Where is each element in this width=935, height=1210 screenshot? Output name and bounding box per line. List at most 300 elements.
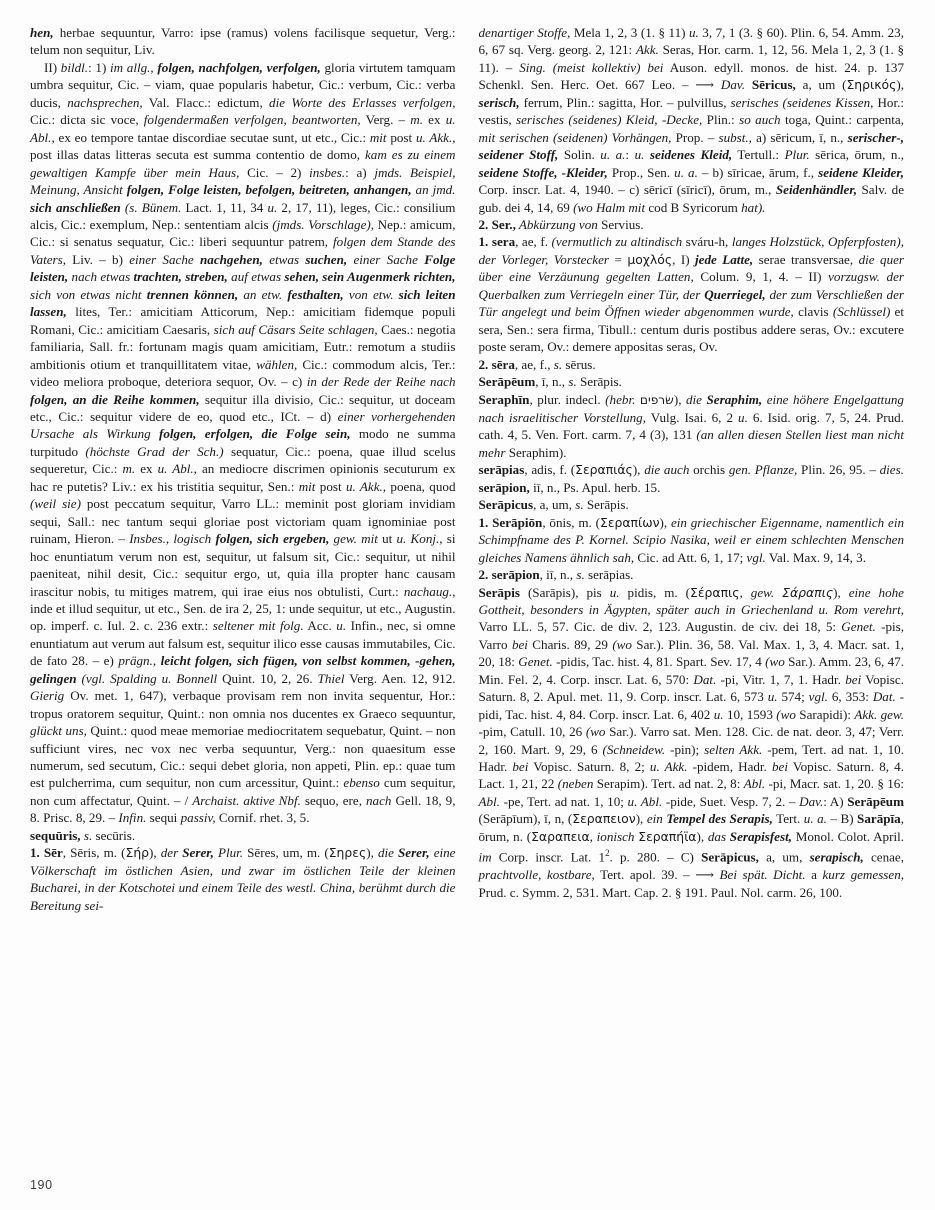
text-run: Seidenhändler, <box>775 182 858 198</box>
text-run: u. <box>267 199 278 215</box>
text-run: Tert. <box>772 811 804 827</box>
text-run: 2. Ser., <box>478 216 516 232</box>
text-run: eine höhere Engelgattung nach israelitischer Vorstellung, <box>478 391 904 425</box>
text-run: an etw. <box>238 286 288 302</box>
text-run: (hebr. <box>605 391 640 407</box>
text-run: Dav. <box>720 77 745 93</box>
text-run: serisch, <box>478 94 520 110</box>
text-run: seidene Stoffe, -Kleider, <box>478 164 608 180</box>
text-run: u. Akk. <box>649 759 688 775</box>
text-run: Σεραπήϊα <box>638 828 697 844</box>
text-run: folgendermaßen verfolgen, beantworten, <box>143 112 361 128</box>
text-run: prägn., <box>118 653 161 669</box>
text-run: Σηρικός <box>846 77 897 93</box>
text-run: im <box>478 849 492 865</box>
text-run: u. Akk., <box>415 129 456 145</box>
text-run: serāpias <box>478 462 525 478</box>
text-run: Prop. – <box>671 129 719 145</box>
text-run: Verg. – <box>360 112 411 128</box>
text-run: : 1) <box>88 59 110 75</box>
text-run: Serāpis. <box>576 374 622 390</box>
entry-1-ser-continuation <box>479 24 905 216</box>
text-run: nach etwas <box>68 269 134 285</box>
text-run: serāpion, <box>478 479 530 495</box>
text-run: nachaug., <box>403 583 456 599</box>
text-run: Quint.: quod meae memoriae mediocritatem sequebatur, Quint. – non sufficiunt vires, nec vox nec verba sequuntur, Verg.: non quaesitum esse numerum, sed secutum, Cic.: sequi debet gloria, non appeti, Plin. ep.: quae tum est pulcherrima, cum sequitur, non cum arcessitur, Quint.: <box>30 723 456 791</box>
text-run: sváru-h, <box>682 234 732 250</box>
text-run: , <box>739 584 751 600</box>
text-run: Seraphim, <box>706 391 763 407</box>
text-run: u. <box>634 147 645 163</box>
text-run: u. Abl., <box>157 461 197 477</box>
text-run: an mediocre discrimen opinionis secuturum ex hac re putetis? Liv.: ex his tristitia sequitur, Sen.: <box>30 461 456 494</box>
text-run: 2. serāpion <box>478 567 540 583</box>
text-run: Sing. (meist kollektiv) bei <box>519 59 664 75</box>
text-run: Genet. <box>841 619 876 635</box>
text-run: nachgehen, <box>199 251 263 267</box>
text-run: folgen, sich ergeben, <box>215 531 330 547</box>
text-run: Lact. 1, 11, 34 <box>181 199 268 215</box>
text-run: kurz gemessen, <box>822 867 905 883</box>
text-run: mit <box>298 478 316 494</box>
text-run: jede Latte, <box>695 251 754 267</box>
text-run: gew. mit <box>329 531 378 547</box>
text-run: serisches (seidenes) Kleid, -Decke, <box>516 112 703 128</box>
text-run: selten Akk. <box>704 741 763 757</box>
text-run: Plur. <box>784 147 810 163</box>
text-run: (Schneidew. <box>602 741 666 757</box>
text-run: ), <box>659 514 671 530</box>
text-run: Infin. <box>118 810 147 826</box>
text-run: : a) <box>345 164 375 180</box>
text-run: Val. Flacc.: edictum, <box>142 94 270 110</box>
text-run: der zum Verschließen der Tür angelegt und beim Öffnen wieder abgenommen wurde, <box>478 286 904 320</box>
text-run: Akk. gew. <box>854 706 904 722</box>
text-run: m. <box>122 461 136 477</box>
text-run: Abl. <box>478 793 500 809</box>
text-run: sich anschließen <box>30 199 121 215</box>
text-run: seidenes Kleid, <box>644 147 733 163</box>
text-run: . p. 280. – C) <box>609 849 702 865</box>
text-run: Nep.: amicum, Cic.: si senatus sequatur, Cic.: liberi sequuntur patrem, <box>30 216 456 250</box>
text-run: (an allen diesen Stellen liest man nicht mehr <box>478 427 904 460</box>
text-run: s. <box>568 374 577 390</box>
text-run: folgen, erfolgen, die Folge sein, <box>159 426 351 442</box>
text-run: ex <box>135 461 158 477</box>
text-run: glückt uns, <box>30 723 87 739</box>
text-run: -pin); <box>665 741 705 757</box>
text-run: -pidis, Tac. hist. 4, 81. Spart. Sev. 17, 4 <box>552 654 766 670</box>
text-run: , <box>589 828 597 844</box>
text-run: Mela 1, 2, 3 (1. § 11) <box>570 25 689 40</box>
text-run: Liv. – b) <box>66 251 130 267</box>
text-run: Solin. <box>558 147 601 163</box>
text-run: u. Abl., <box>30 112 456 145</box>
text-run: (jmds. Vorschlage), <box>272 216 375 232</box>
text-run: Varro LL. 5, 57. Cic. de div. 2, 123. Augustin. de civ. dei 18, 5: <box>478 619 842 635</box>
text-run: (Sarāpis), pis <box>519 584 610 600</box>
text-run: 2. sēra <box>478 356 515 372</box>
text-run: , ōrum, n. ( <box>478 811 904 844</box>
text-run: ), <box>833 584 849 600</box>
text-run: trachten, streben, <box>133 269 228 285</box>
text-run: die quer über eine Verzäunung gegelten Latten, <box>478 251 905 285</box>
text-run: , ī, n., <box>535 374 569 390</box>
text-run: folgen, an die Reihe kommen, <box>30 391 200 407</box>
text-run: die Worte des Erlasses verfolgen, <box>269 94 456 110</box>
page-number: 190 <box>30 1178 53 1192</box>
text-run: Cic. ad Att. 6, 1, 17; <box>634 549 747 565</box>
text-run: s. <box>553 356 563 372</box>
text-run: sequūris, <box>30 827 81 843</box>
text-run: , Sēris, m. ( <box>62 845 126 861</box>
text-run: u. Abl. <box>627 793 663 809</box>
text-run: suchen, <box>305 251 348 267</box>
text-run: 2 <box>605 848 610 859</box>
text-run: langes Holzstück, Opferpfosten), der Vorleger, Vorstecker <box>478 234 904 267</box>
text-run: ex eo tempore tantae discordiae secutae sunt, ut etc., Cic.: <box>54 129 370 145</box>
text-run: , ae, f. <box>515 234 552 250</box>
text-run: Genet. <box>518 654 553 670</box>
text-run: שׂרפים <box>639 392 674 407</box>
text-run: si hoc enuntiatum verum non est, sequitur, ut falsum sit, Cic.: sequitur, ut nihil paeniteat, nihil desit, Cic.: sequitur ergo, ut, quia illa propter hanc causam irascitur nobis, tu mitiges matrem, qui irae eius nos obtulisti, Curt.: <box>30 531 456 599</box>
text-run: Seras, Hor. carm. 1, 12, 56. Mela 1, 2, 3 (1. § 11). – <box>478 42 904 75</box>
text-run: u. <box>767 689 778 705</box>
text-run: : A) <box>823 793 848 809</box>
text-run: -pe, Tert. ad nat. 1, 10; <box>499 793 628 809</box>
text-columns <box>30 24 904 1084</box>
text-run: Σηρες <box>328 845 367 861</box>
text-run: , ōnis, m. ( <box>542 514 600 530</box>
text-run: a <box>805 867 823 883</box>
text-run: eine hohe Gottheit, besonders in Ägypten, später auch in Griechenland u. Rom verehrt, <box>478 584 904 617</box>
text-run: cod B Syricorum <box>645 199 742 215</box>
text-run: trennen können, <box>146 286 239 302</box>
text-run: 3, 7, 1 (3. § 60). Plin. 6, 54. Amm. 23, 6, 67 sq. Verg. georg. 2, 121: <box>478 25 904 58</box>
text-run: s. <box>80 827 93 843</box>
text-run: Infin., nec, si omne enuntiatum aut verum aut falsum est, sequitur ilico esse causas immutabiles, Cic. de fato 28. – e) <box>30 618 456 669</box>
entry-seraphin <box>479 391 905 462</box>
text-run: μοχλός <box>627 251 673 267</box>
text-run: sich auf Cäsars Seite schlagen, <box>213 321 378 337</box>
text-run: serāpias. <box>584 567 634 583</box>
text-run: Abl. <box>743 776 766 792</box>
text-run: insbes. <box>309 164 346 180</box>
text-run: Cic. – 2) <box>239 164 310 180</box>
text-run: Folge leisten, <box>30 251 456 285</box>
text-run: Plur. <box>213 845 244 861</box>
text-run: ), <box>635 811 647 827</box>
text-run: im allg., <box>110 59 158 75</box>
text-run: Σεραπιάς <box>575 462 633 478</box>
text-run: a, um ( <box>795 77 847 93</box>
text-run: folgen dem Stande des Vaters, <box>30 234 456 267</box>
text-run: u. <box>713 706 724 722</box>
text-run: post <box>315 478 346 494</box>
text-run: vorzugsw. der Querbalken zum Verriegeln einer Tür, der <box>478 269 904 302</box>
text-run: , iī, n., <box>539 567 577 583</box>
text-run: von etw. <box>343 286 399 302</box>
entry-1-sera <box>479 233 905 355</box>
text-run: , adis, f. ( <box>524 462 576 478</box>
text-run: Σάραπις <box>782 584 834 600</box>
text-run: serapisch, <box>809 849 864 865</box>
text-run: Plin. 26, 95. – <box>797 462 880 478</box>
text-run: Dav. <box>799 793 824 809</box>
text-run: folgen, nachfolgen, verfolgen, <box>157 59 321 75</box>
entry-serapeum <box>479 373 905 390</box>
text-run: Dat. <box>872 689 896 705</box>
text-run: Insbes., logisch <box>129 531 216 547</box>
text-run: einer Sache <box>347 251 425 267</box>
text-run: Serer, <box>182 845 214 861</box>
text-run: nachsprechen, <box>67 94 143 110</box>
text-run: Seraphīn <box>478 391 530 407</box>
text-run: hat). <box>741 199 766 215</box>
text-run: sequo, ere, <box>300 792 366 808</box>
text-run: folgen, Folge leisten, befolgen, beitreten, anhangen, <box>126 182 412 198</box>
entry-2-ser <box>479 216 905 233</box>
text-run: modo ne summa turpitudo <box>30 426 456 459</box>
text-run: -pis, Varro <box>478 619 905 652</box>
text-run: ein griechischer Eigenname, namentlich ein Schimpfname des P. Kornel. Scipio Nasika, weil er einem schlechten Menschen gleiches Namens ähnlich sah, <box>478 514 904 565</box>
text-run: Caes.: negotia familiaria, Sall. fr.: fortunam magis quam amicitiam, Eutr.: remotum a studiis ambitionis otium et tranquillitatem vitae, <box>30 321 456 372</box>
text-run: vgl. <box>746 549 766 565</box>
text-run: ex <box>422 112 446 128</box>
text-run: (Serāpīum), ī, n, ( <box>478 811 573 827</box>
text-run: Quint. 10, 2, 26. <box>217 670 318 686</box>
text-run: -pem, Tert. ad nat. 1, 10. Hadr. <box>478 741 904 775</box>
text-run: -pide, Suet. Vesp. 7, 2. – <box>662 793 800 809</box>
text-run: Serapim). Tert. ad nat. 2, 8: <box>593 776 744 792</box>
text-run: (höchste Grad der Sch.) <box>85 443 224 459</box>
text-run: ), <box>149 845 161 861</box>
entry-serapias <box>479 461 905 496</box>
text-run: sehen, sein Augenmerk richten, <box>284 269 456 285</box>
text-run: ), <box>632 462 645 478</box>
text-run: gew. <box>750 584 775 600</box>
text-run: 6. Isid. orig. 7, 5, 24. Prud. cath. 4, 5. Ven. Fort. carm. 7, 4 (3), 131 <box>478 409 905 443</box>
text-run: Auson. edyll. monos. de hist. 24. p. 137 Schenkl. Sen. Herc. Oet. 667 Leo. – ⟶ <box>478 59 905 93</box>
text-run: s. <box>576 567 585 583</box>
text-run: ferrum, Plin.: sagitta, Hor. – pulvillus, <box>519 94 731 110</box>
text-run: bei <box>512 759 529 775</box>
entry-serapis <box>479 584 905 902</box>
text-run: auf etwas <box>227 269 285 285</box>
text-run: Serāpis. <box>583 497 629 513</box>
text-run: bei <box>845 671 862 687</box>
text-run: -pidem, Hadr. <box>687 759 772 775</box>
text-run: Serāpicus, <box>701 849 759 865</box>
text-run: Serāpēum <box>847 793 904 809</box>
text-run: Hor.: vestis, <box>478 94 905 128</box>
text-run: ein <box>646 811 667 827</box>
text-run: in der Rede der Reihe nach <box>306 374 456 390</box>
text-run: Bei spät. Dicht. <box>719 867 806 883</box>
text-run: leicht folgen, sich fügen, von selbst kommen, -gehen, gelingen <box>30 653 456 686</box>
text-run: , plur. indecl. <box>529 391 606 407</box>
text-run: -pi, Vitr. 1, 7, 1. Hadr. <box>716 671 846 687</box>
text-run: prachtvolle, kostbare, <box>478 867 595 883</box>
text-run: Seraphim). <box>505 444 567 460</box>
text-run: Tert. apol. 39. – ⟶ <box>594 867 720 883</box>
text-run: Sar.). Amm. 23, 6, 47. Min. Fel. 2, 4. Corp. inscr. Lat. 6, 570: <box>478 654 904 687</box>
text-run: Archaist. aktive Nbf. <box>192 792 301 808</box>
entry-1-ser <box>30 844 456 914</box>
text-run: mit <box>369 129 387 145</box>
text-run: u. <box>688 25 699 40</box>
text-run: etwas <box>262 251 306 267</box>
text-run: Dat. <box>693 671 717 687</box>
text-run: Cic.: dicta sic voce, <box>30 112 144 128</box>
text-run: seidene Kleider, <box>818 164 904 180</box>
text-run: (wo <box>776 706 796 722</box>
text-run: Serāpicus <box>478 497 534 513</box>
text-run: sich von etwas nicht <box>30 286 147 302</box>
text-run: das <box>707 828 730 844</box>
entry-sequuris <box>30 827 456 844</box>
entry-1-serapion <box>479 514 905 566</box>
text-run: Sēricus, <box>745 77 796 93</box>
text-run: Plin.: <box>702 112 740 128</box>
text-run: Serāpēum <box>478 374 536 390</box>
text-run: eine Völkerschaft im östlichen Asien, und zwar im östlichen Teile der kleinen Bucharei, in der Kotschotei und einem Teile des westl. China, berühmt durch die Bereitung sei- <box>30 845 456 913</box>
text-run: (s. <box>120 199 142 215</box>
text-run: (wo Halm mit <box>573 199 646 215</box>
text-run: Sarāpīa <box>857 811 901 827</box>
text-run: a, um, <box>758 849 810 865</box>
text-run: Corp. inscr. Lat. 1 <box>491 849 606 865</box>
text-run: Corp. inscr. Lat. 4, 1940. – c) sēricī (sīricī), ōrum, m., <box>478 182 776 198</box>
text-run: et sera, Sen.: sera firma, Tibull.: centum duris postibus addere seras, Ov.: excutere poste seram, Ov.: demere appositas seras, Ov. <box>478 304 904 355</box>
entry-sequor-section-II <box>30 59 456 827</box>
text-run: II) <box>44 59 61 75</box>
text-run: : <box>625 147 635 163</box>
text-run: festhalten, <box>287 286 344 302</box>
text-run: Σέραπις <box>690 584 740 600</box>
text-run: Gierig <box>30 688 65 704</box>
text-run: u. <box>738 409 748 425</box>
text-run: gloria virtutem tamquam umbra sequitur, Cic. – viam, quae popularis habetur, Cic.: verbum, Cic.: verba ducis, <box>30 59 456 110</box>
text-run: 10, 1593 <box>723 706 777 722</box>
text-run: die auch <box>644 462 690 478</box>
text-run: m. <box>410 112 423 128</box>
text-run: ), <box>896 77 904 93</box>
text-run: -pidi, Tac. hist. 4, 84. Corp. inscr. Lat. 6, 402 <box>478 689 905 722</box>
text-run: iī, n., Ps. Apul. herb. 15. <box>529 479 661 495</box>
text-run: (vermutlich zu altindisch <box>551 234 683 250</box>
text-run: inde et illud sequitur, ut etc., Sen. de ira 2, 25, 1: unde sequitur, ut etc., Augustin. op. imperf. c. Iul. 2. c. 236 extr.: <box>30 600 456 634</box>
text-run: sērica, ōrum, n., <box>809 147 904 163</box>
text-run: u. <box>609 584 620 600</box>
text-run: Σήρ <box>125 845 150 861</box>
text-run: (vgl. Spalding u. Bonnell <box>76 670 218 686</box>
text-run: jmds. Beispiel, Meinung, Ansicht <box>30 164 456 198</box>
text-run: Vopisc. Saturn. 8, 2; <box>528 759 650 775</box>
text-run: (wo <box>612 636 632 652</box>
text-run: einer Sache <box>129 251 200 267</box>
text-run: 1. Serāpiōn <box>478 514 543 530</box>
text-run: ), <box>696 828 708 844</box>
text-run: herbae sequuntur, Varro: ipse (ramus) volens facilisque sequetur, Verg.: telum non sequitur, Liv. <box>30 25 456 58</box>
text-run: ut <box>377 531 397 547</box>
text-run: (Schlüssel) <box>832 304 891 320</box>
text-run: post illas datas litteras secuta est summa contentio de domo, <box>30 147 365 163</box>
text-run: sērus. <box>562 356 596 372</box>
text-run: u. a. <box>674 164 698 180</box>
text-run: = <box>609 251 628 267</box>
text-run: Val. Max. 9, 14, 3. <box>765 549 866 565</box>
text-run: post peccatum sequitur, Varro LL.: meminit post gloriam invidiam sequi, Sall.: nec tantum sequi gloriae post victoriam quam ignominiae post ruinam, Hieron. – <box>30 496 456 547</box>
text-run: sich leiten lassen, <box>30 286 456 320</box>
text-run: (weil sie) <box>30 496 81 512</box>
text-run: Querriegel, <box>704 286 766 302</box>
text-run: Ov. met. 1, 647), verbaque provisam rem non invita sequentur, Hor.: tropus oratorem sequitur, Quint.: non omnia nos ducentes ex Graeco sequuntur, <box>30 688 456 721</box>
text-run: ), <box>366 845 378 861</box>
text-run: subst., <box>718 129 752 145</box>
text-run: serisches (seidenes Kissen, <box>730 94 874 110</box>
text-run: nach <box>365 792 392 808</box>
text-run: pidis, m. ( <box>619 584 691 600</box>
text-run: Salv. de gub. dei 4, 14, 69 <box>478 182 905 215</box>
text-run: Tempel des Serapis, <box>666 811 773 827</box>
text-run: bildl. <box>60 59 89 75</box>
text-run: , ae, f., <box>514 356 554 372</box>
text-run: u. Konj., <box>396 531 443 547</box>
text-run: hen, <box>30 25 54 40</box>
text-run: kam es zu einem gewaltigen Kampfe über mein Haus, <box>30 147 456 180</box>
text-run: 6, 353: <box>827 689 873 705</box>
text-run: mit serischen (seidenen) Vorhängen, <box>478 129 672 145</box>
text-run: – B) <box>826 811 858 827</box>
left-text-column <box>30 24 456 1084</box>
text-run: secūris. <box>92 827 136 843</box>
text-run: an jmd. <box>411 182 456 198</box>
text-run: vgl. <box>808 689 828 705</box>
text-run: orchis <box>689 462 729 478</box>
text-run: Σεραπίων <box>599 514 660 530</box>
text-run: seltener mit folg. <box>212 618 304 634</box>
text-run: denartiger Stoffe, <box>478 25 571 40</box>
text-run: der <box>160 845 183 861</box>
right-text-column <box>479 24 905 1084</box>
text-run: gen. Pflanze, <box>728 462 798 478</box>
text-run: 1. sera <box>478 234 516 250</box>
text-run: Monol. Colot. April. <box>792 828 904 844</box>
text-run: Bünem. <box>141 199 182 215</box>
text-run: passiv, <box>180 810 216 826</box>
text-run: poena, quod <box>386 478 456 494</box>
text-run: Abkürzung von <box>515 216 598 232</box>
text-run: Serer, <box>397 845 430 861</box>
text-run: (wo <box>585 724 606 740</box>
text-run: einer vorhergehenden Ursache als Wirkung <box>30 408 456 442</box>
text-run: Prud. c. Symm. 2, 531. Mart. Cap. 2. § 191. Paul. Nol. carm. 26, 100. <box>478 884 843 900</box>
text-run: a) sēricum, ī, n., <box>751 129 848 145</box>
text-run: sequitur illa divisio, Cic.: sequitur, ut doceam etc., Cic.: sequitur videre de eo, quod etc., ICt. – d) <box>30 391 456 424</box>
text-run: ), <box>673 391 686 407</box>
text-run: Serapisfest, <box>729 828 792 844</box>
text-run: bei <box>771 759 788 775</box>
text-run: Colum. 9, 1, 4. – II) <box>693 269 829 285</box>
text-run: Prop., Sen. <box>607 164 675 180</box>
text-run: ionisch <box>596 828 635 844</box>
text-run: Sar.). Plin. 36, 58. Val. Max. 1, 3, 4. Macr. sat. 1, 20, 18: <box>478 636 905 670</box>
text-run: , a, um, <box>533 497 576 513</box>
entry-2-sera <box>479 356 905 373</box>
text-run: lites, Ter.: amicitiam Atticorum, Nep.: amicitiam fidemque populi Romani, Cic.: amicitiam Caesaris, <box>30 304 456 337</box>
text-run: die <box>377 845 398 861</box>
